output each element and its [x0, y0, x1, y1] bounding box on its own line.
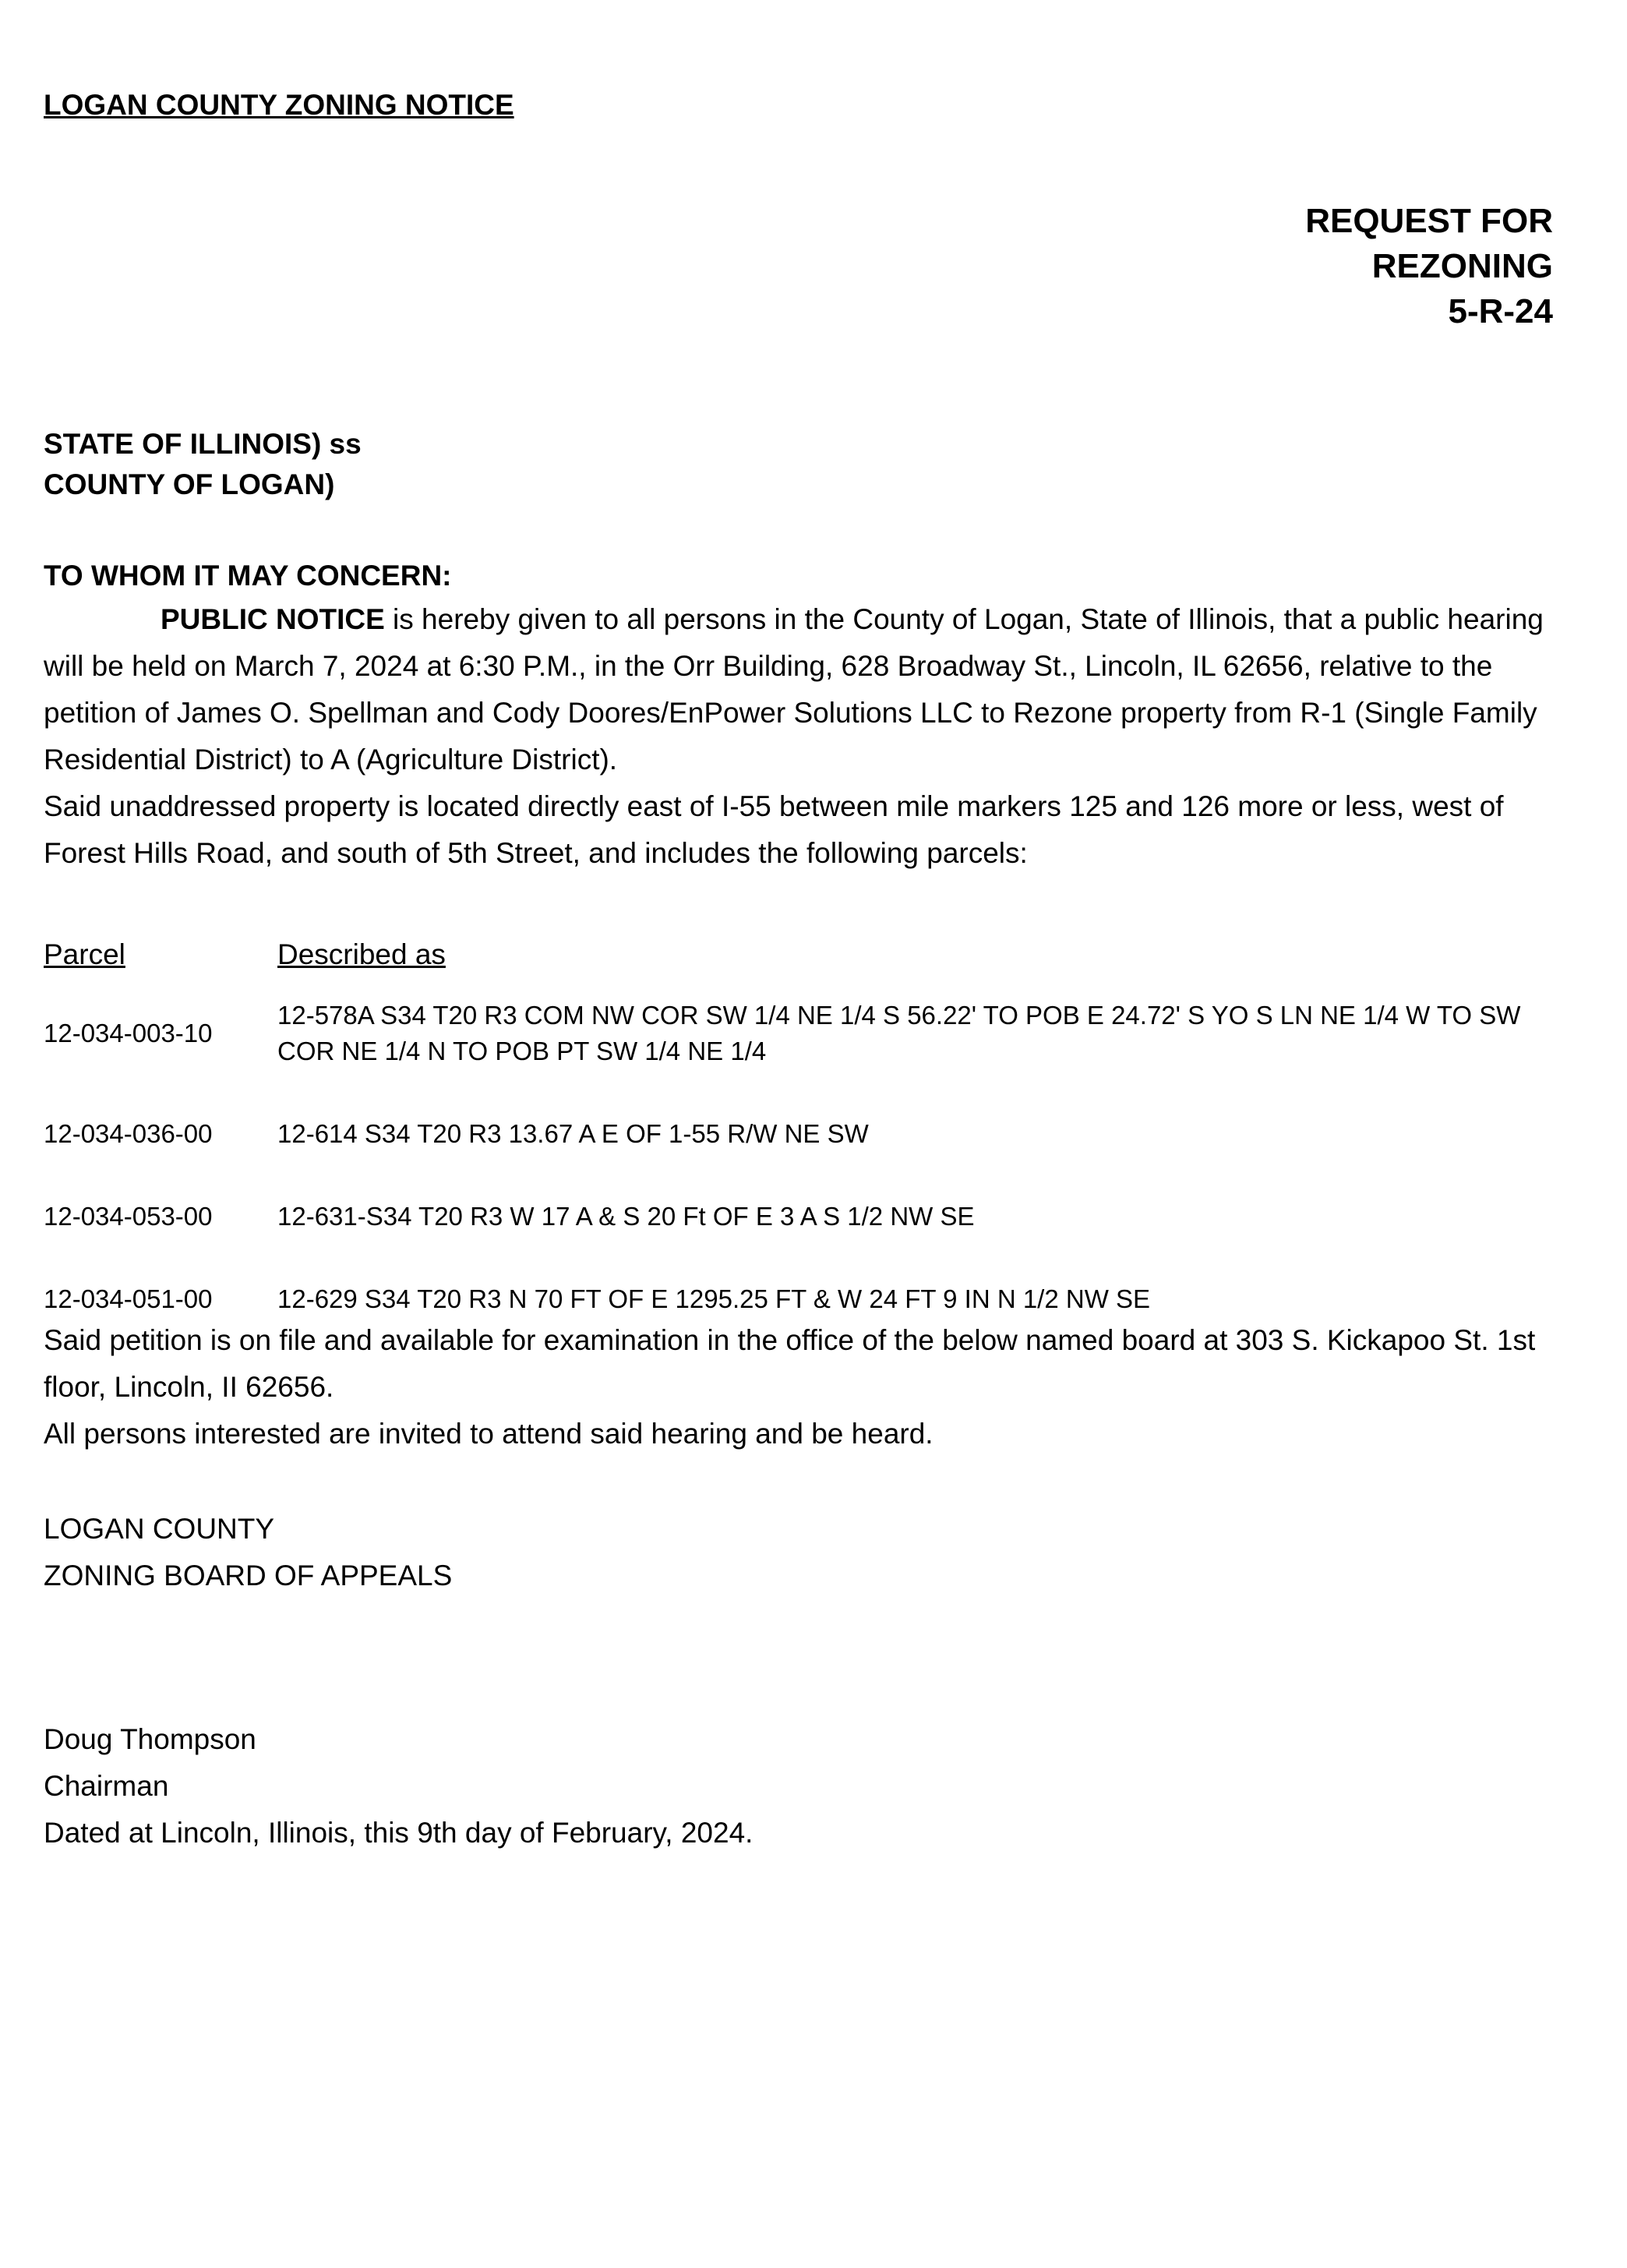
parcel-description: 12-614 S34 T20 R3 13.67 A E OF 1-55 R/W NE SW: [277, 1119, 869, 1148]
signer-title: Chairman: [44, 1770, 169, 1802]
parcel-column-header: Parcel: [44, 938, 125, 970]
dated-line: Dated at Lincoln, Illinois, this 9th day of February, 2024.: [44, 1817, 754, 1849]
rezoning-line: REZONING: [1371, 247, 1553, 285]
table-row: [44, 1116, 1553, 1152]
document-title: LOGAN COUNTY ZONING NOTICE: [44, 89, 514, 121]
parcel-table-header: [44, 935, 1553, 974]
table-row: [44, 1281, 1553, 1317]
parcel-description: 12-631-S34 T20 R3 W 17 A & S 20 Ft OF E 3 A S 1/2 NW SE: [277, 1202, 975, 1231]
description-column-header: Described as: [277, 938, 446, 970]
parcel-description: 12-578A S34 T20 R3 COM NW COR SW 1/4 NE 1/4 S 56.22' TO POB E 24.72' S YO S LN NE 1/4 W TO SW COR NE 1/4 N TO POB PT SW 1/4 NE 1/4: [277, 1001, 1521, 1065]
board-name-line-1: LOGAN COUNTY: [44, 1513, 275, 1545]
location-paragraph: Said unaddressed property is located directly east of I-55 between mile markers 125 and 126 more or less, west of Forest Hills Road, and south of 5th Street, and includes the following parcels:: [44, 790, 1504, 869]
state-line: STATE OF ILLINOIS) ss: [44, 428, 362, 460]
parcel-id: 12-034-053-00: [44, 1202, 213, 1231]
public-notice-lead: PUBLIC NOTICE: [161, 603, 385, 635]
case-number: 5-R-24: [1448, 292, 1553, 330]
jurisdiction-block: [44, 424, 1553, 505]
parcel-table: [44, 935, 1553, 1317]
signer-block: [44, 1716, 1553, 1810]
public-notice-paragraph: [44, 596, 1553, 783]
table-row: [44, 1199, 1553, 1235]
signer-name: Doug Thompson: [44, 1723, 256, 1755]
request-for-line: REQUEST FOR: [1305, 202, 1553, 240]
request-block: [44, 199, 1553, 334]
county-line: COUNTY OF LOGAN): [44, 468, 335, 500]
parcel-id: 12-034-036-00: [44, 1119, 213, 1148]
board-block: [44, 1506, 1553, 1599]
salutation: TO WHOM IT MAY CONCERN:: [44, 560, 452, 592]
parcel-description: 12-629 S34 T20 R3 N 70 FT OF E 1295.25 FT & W 24 FT 9 IN N 1/2 NW SE: [277, 1284, 1151, 1313]
parcel-id: 12-034-051-00: [44, 1284, 213, 1313]
public-notice-body: is hereby given to all persons in the County of Logan, State of Illinois, that a public hearing will be held on March 7, 2024 at 6:30 P.M., in the Orr Building, 628 Broadway St., Lincoln, IL 62656, relative to the petition of James O. Spellman and Cody Doores/EnPower Solutions LLC to Rezone property from R-1 (Single Family Residential District) to A (Agriculture District).: [44, 603, 1544, 775]
board-name-line-2: ZONING BOARD OF APPEALS: [44, 1560, 453, 1591]
invitation-paragraph: All persons interested are invited to attend said hearing and be heard.: [44, 1418, 933, 1450]
petition-paragraph: Said petition is on file and available for examination in the office of the below named board at 303 S. Kickapoo St. 1st floor, Lincoln, II 62656.: [44, 1324, 1536, 1403]
parcel-id: 12-034-003-10: [44, 1019, 213, 1047]
table-row: [44, 998, 1553, 1069]
